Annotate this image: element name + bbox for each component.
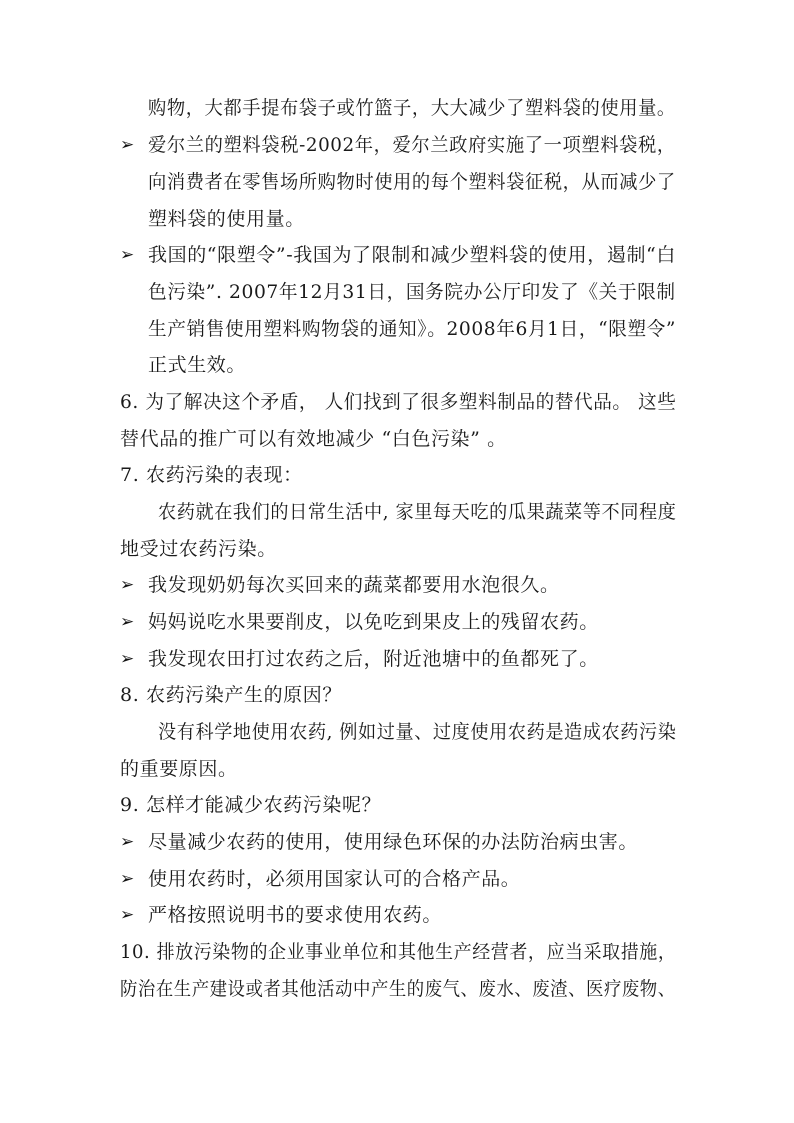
bullet-item-ireland-tax: 爱尔兰的塑料袋税-2002年，爱尔兰政府实施了一项塑料袋税， xyxy=(148,134,676,156)
bullet-item: 妈妈说吃水果要削皮，以免吃到果皮上的残留农药。 xyxy=(148,611,599,633)
paragraph-line: 购物，大都手提布袋子或竹篮子，大大减少了塑料袋的使用量。 xyxy=(148,97,676,119)
section-7-heading: 7. 农药污染的表现： xyxy=(120,464,303,486)
section-8-heading: 8. 农药污染产生的原因？ xyxy=(120,684,342,706)
bullet-item-plastic-limit: 我国的“限塑令”-我国为了限制和减少塑料袋的使用，遏制“白 xyxy=(148,244,676,266)
section-6-heading: 6. 为了解决这个矛盾， 人们找到了很多塑料制品的替代品。 这些 xyxy=(120,391,677,413)
paragraph-line: 农药就在我们的日常生活中, 家里每天吃的瓜果蔬菜等不同程度 xyxy=(158,501,677,523)
bullet-arrow-icon: ➢ xyxy=(120,575,135,595)
paragraph-line: 色污染”. 2007年12月31日，国务院办公厅印发了《关于限制 xyxy=(148,281,676,303)
paragraph-line: 塑料袋的使用量。 xyxy=(148,208,305,230)
bullet-item: 我发现奶奶每次买回来的蔬菜都要用水泡很久。 xyxy=(148,574,560,596)
bullet-arrow-icon: ➢ xyxy=(120,245,135,265)
paragraph-line: 地受过农药污染。 xyxy=(120,538,277,560)
paragraph-line: 没有科学地使用农药, 例如过量、过度使用农药是造成农药污染 xyxy=(158,721,677,743)
bullet-arrow-icon: ➢ xyxy=(120,135,135,155)
paragraph-line: 生产销售使用塑料购物袋的通知》。2008年6月1日，“限塑令” xyxy=(148,318,677,340)
bullet-item: 严格按照说明书的要求使用农药。 xyxy=(148,904,443,926)
bullet-item: 使用农药时，必须用国家认可的合格产品。 xyxy=(148,868,521,890)
bullet-arrow-icon: ➢ xyxy=(120,612,135,632)
paragraph-line: 正式生效。 xyxy=(148,354,247,376)
paragraph-line: 替代品的推广可以有效地减少 “白色污染” 。 xyxy=(120,428,507,450)
bullet-item: 我发现农田打过农药之后，附近池塘中的鱼都死了。 xyxy=(148,648,599,670)
paragraph-line: 向消费者在零售场所购物时使用的每个塑料袋征税，从而减少了 xyxy=(148,171,676,193)
paragraph-line: 的重要原因。 xyxy=(120,758,238,780)
bullet-arrow-icon: ➢ xyxy=(120,832,135,852)
bullet-arrow-icon: ➢ xyxy=(120,649,135,669)
bullet-item: 尽量减少农药的使用，使用绿色环保的办法防治病虫害。 xyxy=(148,831,639,853)
bullet-arrow-icon: ➢ xyxy=(120,869,135,889)
section-10-heading: 10. 排放污染物的企业事业单位和其他生产经营者，应当采取措施， xyxy=(120,941,677,963)
bullet-arrow-icon: ➢ xyxy=(120,905,135,925)
section-9-heading: 9. 怎样才能减少农药污染呢？ xyxy=(120,794,382,816)
paragraph-line: 防治在生产建设或者其他活动中产生的废气、废水、废渣、医疗废物、 xyxy=(120,978,676,1000)
